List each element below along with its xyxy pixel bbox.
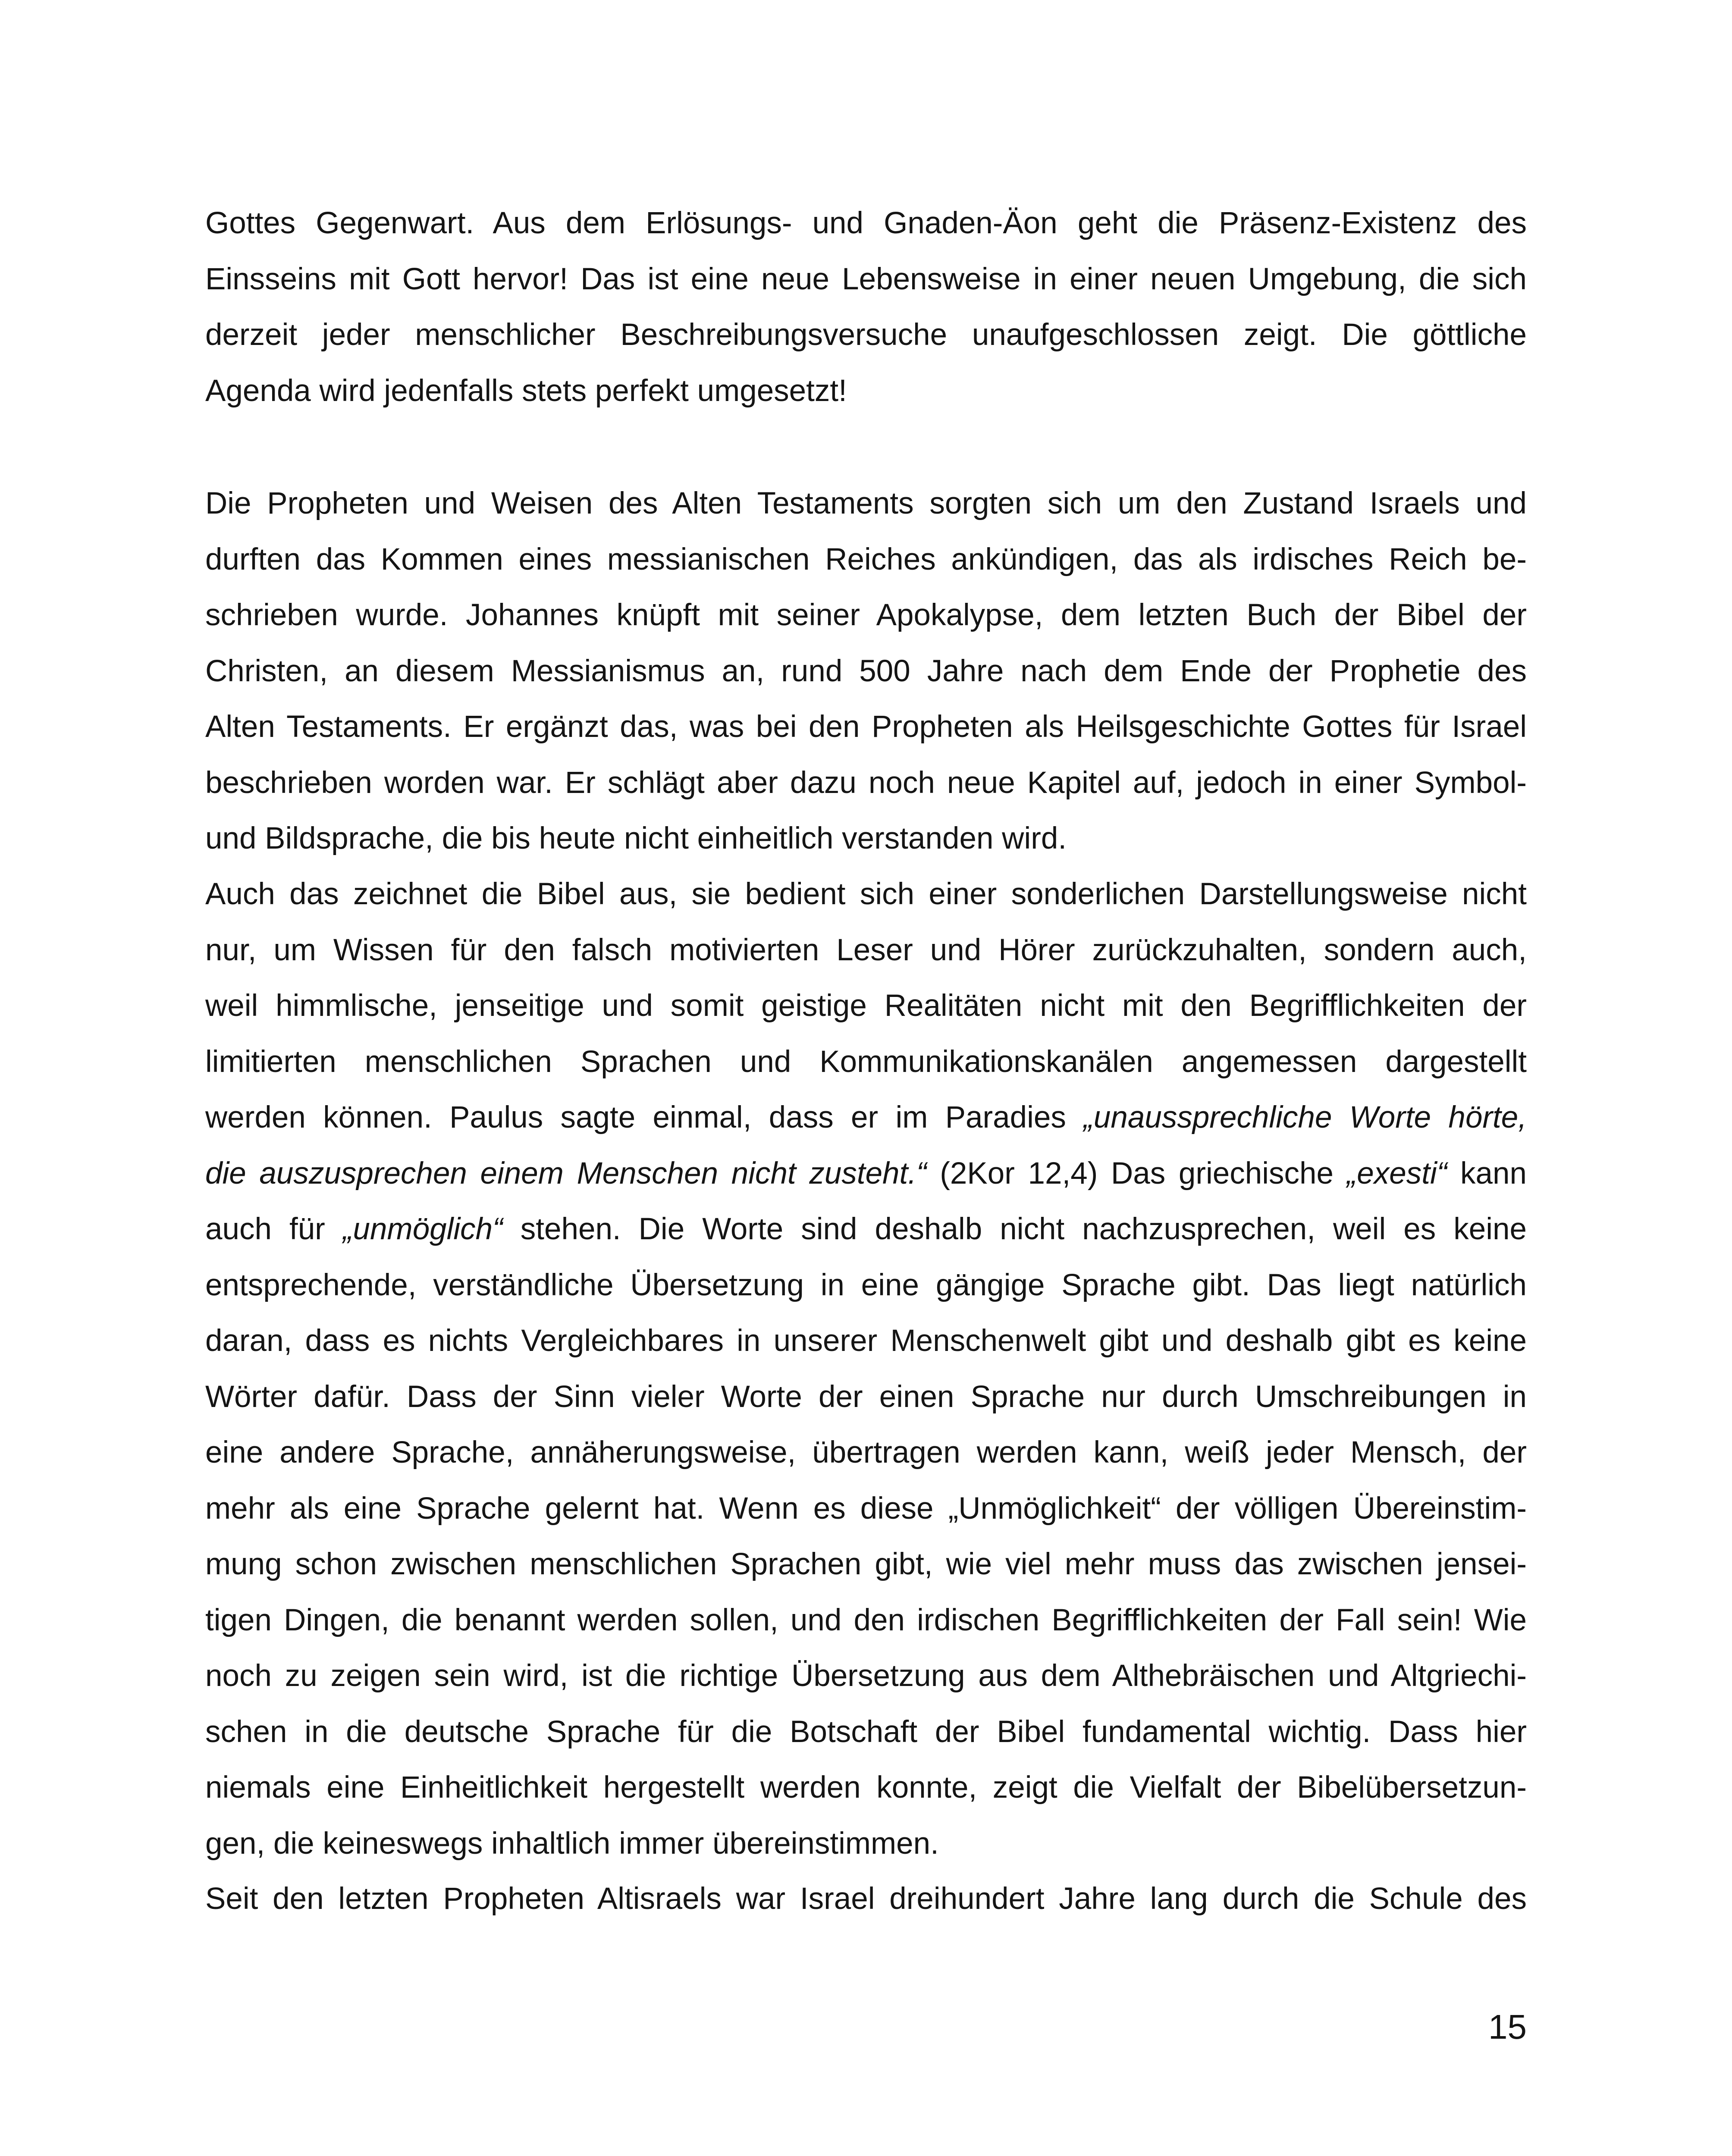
text-segment: werden können. Paulus sagte einmal, dass er im Paradies (205, 1100, 1084, 1134)
quote-italic: die auszusprechen einem Menschen nicht zusteht.“ (205, 1156, 927, 1191)
text-line: entsprechende, verständliche Übersetzung in eine gängige Sprache gibt. Das liegt natürlich (205, 1268, 1527, 1302)
text-line: schen in die deutsche Sprache für die Botschaft der Bibel fundamental wichtig. Dass hier (205, 1714, 1527, 1749)
text-line: nur, um Wissen für den falsch motivierten Leser und Hörer zurückzuhalten, sondern auch, (205, 933, 1527, 967)
text-line: derzeit jeder menschlicher Beschreibungsversuche unaufgeschlossen zeigt. Die göttliche (205, 318, 1527, 352)
text-line: daran, dass es nichts Vergleichbares in unserer Menschenwelt gibt und deshalb gibt es keine (205, 1324, 1527, 1358)
text-segment: auch für (205, 1212, 343, 1246)
text-line (205, 1201, 1527, 1257)
text-segment: stehen. Die Worte sind deshalb nicht nachzusprechen, weil es keine (502, 1212, 1527, 1246)
term-italic: „exesti“ (1346, 1156, 1447, 1191)
text-line: Alten Testaments. Er ergänzt das, was bei den Propheten als Heilsgeschichte Gottes für Israel (205, 710, 1527, 744)
text-line: mung schon zwischen menschlichen Sprachen gibt, wie viel mehr muss das zwischen jensei- (205, 1547, 1527, 1581)
paragraph-4 (205, 1871, 1527, 1927)
text-line: Gottes Gegenwart. Aus dem Erlösungs- und Gnaden-Äon geht die Präsenz-Existenz des (205, 206, 1527, 240)
text-line: mehr als eine Sprache gelernt hat. Wenn es diese „Unmöglichkeit“ der völligen Übereinstim- (205, 1491, 1527, 1526)
text-line: Einsseins mit Gott hervor! Das ist eine neue Lebensweise in einer neuen Umgebung, die sich (205, 262, 1527, 296)
text-line: beschrieben worden war. Er schlägt aber dazu noch neue Kapitel auf, jedoch in einer Symbol- (205, 765, 1527, 800)
text-line: Auch das zeichnet die Bibel aus, sie bedient sich einer sonderlichen Darstellungsweise nicht (205, 877, 1527, 911)
quote-italic: „unaussprechliche Worte hörte, (1083, 1100, 1527, 1134)
text-line: und Bildsprache, die bis heute nicht einheitlich verstanden wird. (205, 821, 1067, 856)
text-line: Die Propheten und Weisen des Alten Testaments sorgten sich um den Zustand Israels und (205, 486, 1527, 520)
paragraph-2 (205, 476, 1527, 867)
text-segment: kann (1447, 1156, 1527, 1191)
text-line: gen, die keineswegs inhaltlich immer übereinstimmen. (205, 1826, 939, 1861)
text-line: durften das Kommen eines messianischen Reiches ankündigen, das als irdisches Reich be- (205, 542, 1527, 577)
text-line (205, 1090, 1527, 1146)
text-line: schrieben wurde. Johannes knüpft mit seiner Apokalypse, dem letzten Buch der Bibel der (205, 598, 1527, 632)
text-line: tigen Dingen, die benannt werden sollen, und den irdischen Begrifflichkeiten der Fall sein! Wie (205, 1603, 1527, 1637)
paragraph-1 (205, 195, 1527, 419)
text-line: Seit den letzten Propheten Altisraels war Israel dreihundert Jahre lang durch die Schule des (205, 1882, 1527, 1916)
term-italic: „unmöglich“ (342, 1212, 503, 1246)
text-line (205, 1146, 1527, 1202)
text-line: Christen, an diesem Messianismus an, rund 500 Jahre nach dem Ende der Prophetie des (205, 654, 1527, 688)
text-line: weil himmlische, jenseitige und somit geistige Realitäten nicht mit den Begrifflichkeiten der (205, 989, 1527, 1023)
text-line: eine andere Sprache, annäherungsweise, übertragen werden kann, weiß jeder Mensch, der (205, 1435, 1527, 1470)
text-segment: (2Kor 12,4) Das griechische (926, 1156, 1347, 1191)
text-line: Agenda wird jedenfalls stets perfekt umgesetzt! (205, 373, 847, 408)
text-line: noch zu zeigen sein wird, ist die richtige Übersetzung aus dem Althebräischen und Altgriechi- (205, 1659, 1527, 1693)
page-number: 15 (1488, 2008, 1527, 2046)
text-line: limitierten menschlichen Sprachen und Kommunikationskanälen angemessen dargestellt (205, 1044, 1527, 1079)
text-line: Wörter dafür. Dass der Sinn vieler Worte der einen Sprache nur durch Umschreibungen in (205, 1379, 1527, 1414)
paragraph-3 (205, 866, 1527, 1871)
text-line: niemals eine Einheitlichkeit hergestellt werden konnte, zeigt die Vielfalt der Bibelübersetzun- (205, 1771, 1527, 1805)
